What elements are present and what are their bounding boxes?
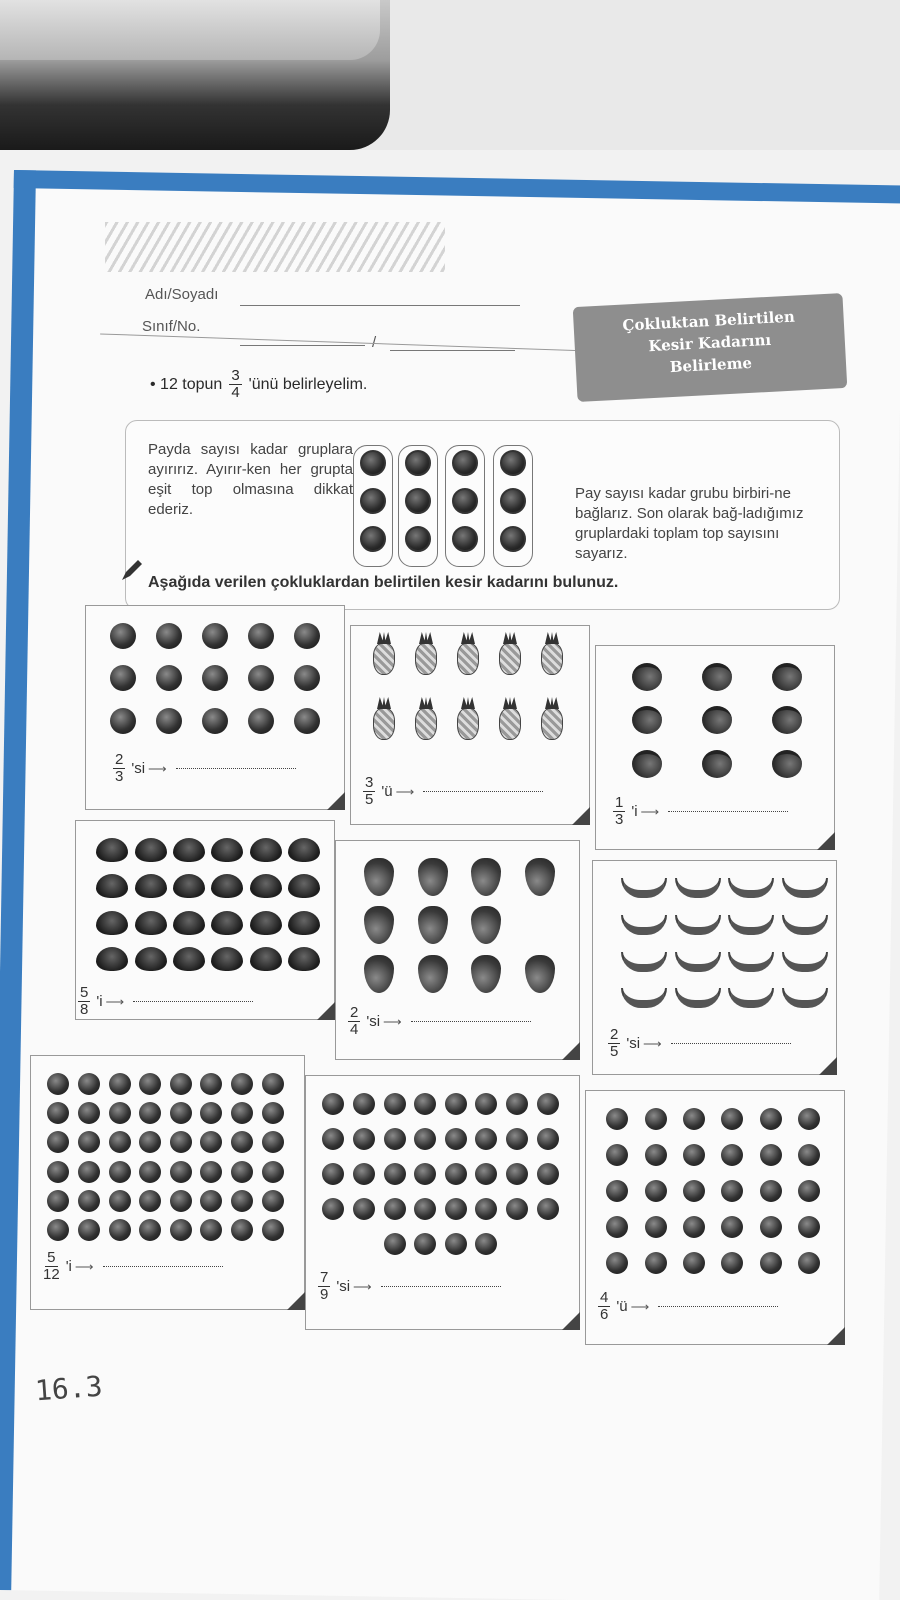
exercise-prompt (345, 1005, 531, 1038)
apricot-icon (798, 1180, 820, 1202)
apricot-icon (721, 1180, 743, 1202)
strawberry-icon (96, 947, 128, 971)
apricot-icon (798, 1108, 820, 1130)
exercise-prompt (110, 752, 296, 785)
apricot-icon (645, 1144, 667, 1166)
laptop-corner (0, 0, 390, 150)
strawberry-icon (250, 947, 282, 971)
fraction-numerator: 5 (47, 1249, 56, 1266)
card-fold (317, 1002, 335, 1020)
strawberry-icon (250, 838, 282, 862)
cherry-icon (200, 1190, 222, 1212)
cherry-icon (231, 1073, 253, 1095)
cherry-icon (200, 1161, 222, 1183)
intro-suffix: 'ünü belirleyelim. (248, 375, 368, 393)
plum-icon (384, 1093, 406, 1115)
plum-icon (353, 1128, 375, 1150)
fraction-denominator: 12 (43, 1266, 60, 1283)
apricot-icon (721, 1216, 743, 1238)
intro-fraction (229, 368, 241, 401)
pineapple-icon (415, 643, 437, 675)
title-line-3: Belirleme (669, 353, 753, 377)
apricot-icon (606, 1144, 628, 1166)
exercise-fraction (113, 752, 125, 785)
answer-blank[interactable] (381, 1286, 501, 1287)
strawberry-icon (211, 838, 243, 862)
apricot-icon (721, 1252, 743, 1274)
arrow-icon: ⟶ (353, 1278, 372, 1294)
apricot-icon (645, 1252, 667, 1274)
pineapple-icon (457, 643, 479, 675)
fraction-suffix: 'si (131, 760, 146, 777)
plum-icon (445, 1198, 467, 1220)
peach-icon (772, 663, 802, 691)
arrow-icon: ⟶ (105, 993, 125, 1009)
apple-icon (294, 708, 320, 734)
arrow-icon: ⟶ (643, 1035, 662, 1051)
ball-icon (360, 488, 386, 514)
plum-icon (445, 1163, 467, 1185)
plum-icon (537, 1128, 559, 1150)
apricot-icon (721, 1144, 743, 1166)
cherry-icon (170, 1102, 192, 1124)
exercise-prompt (315, 1270, 501, 1303)
apricot-icon (606, 1252, 628, 1274)
fraction-suffix: 'si (626, 1035, 641, 1052)
strawberry-icon (173, 874, 205, 898)
arrow-icon: ⟶ (640, 803, 660, 819)
fraction-numerator: 3 (365, 774, 374, 791)
strawberry-icon (250, 874, 282, 898)
cherry-icon (262, 1161, 284, 1183)
cherry-icon (47, 1219, 69, 1241)
apricot-icon (683, 1180, 705, 1202)
cherry-icon (262, 1190, 284, 1212)
ball-icon (452, 450, 478, 476)
cherry-icon (78, 1073, 100, 1095)
decorative-stripes (105, 222, 445, 272)
apricot-icon (760, 1108, 782, 1130)
ball-icon (500, 526, 526, 552)
pineapple-icon (373, 708, 395, 740)
strawberry-icon (288, 911, 320, 935)
card-fold (287, 1292, 305, 1310)
fraction-suffix: 'i (65, 1258, 72, 1275)
plum-icon (445, 1093, 467, 1115)
apricot-icon (645, 1180, 667, 1202)
apple-icon (248, 708, 274, 734)
cherry-icon (231, 1219, 253, 1241)
fraction-numerator: 2 (350, 1004, 359, 1021)
card-fold (827, 1327, 845, 1345)
title-line-2: Kesir Kadarını (648, 330, 772, 356)
plum-icon (445, 1128, 467, 1150)
plum-icon (537, 1198, 559, 1220)
handwritten-page-number: 16.3 (33, 1369, 104, 1408)
pineapple-icon (499, 643, 521, 675)
apricot-icon (721, 1108, 743, 1130)
intro-prefix: • 12 topun (150, 375, 223, 393)
fraction-numerator: 7 (320, 1269, 329, 1286)
title-line-1: Çokluktan Belirtilen (622, 307, 796, 335)
ball-icon (405, 450, 431, 476)
exercise-fraction (78, 985, 90, 1018)
ball-icon (452, 526, 478, 552)
arrow-icon: ⟶ (148, 760, 167, 776)
arrow-icon: ⟶ (395, 783, 415, 799)
cherry-icon (109, 1131, 131, 1153)
strawberry-icon (135, 911, 167, 935)
fraction-numerator: 4 (600, 1289, 609, 1306)
exercise-fraction (363, 775, 375, 808)
apricot-icon (683, 1144, 705, 1166)
plum-icon (384, 1163, 406, 1185)
pineapple-icon (415, 708, 437, 740)
apple-icon (156, 708, 182, 734)
name-label: Adı/Soyadı (145, 286, 219, 303)
card-fold (817, 832, 835, 850)
strawberry-icon (96, 874, 128, 898)
strawberry-icon (288, 874, 320, 898)
apricot-icon (683, 1216, 705, 1238)
strawberry-icon (135, 947, 167, 971)
peach-icon (702, 750, 732, 778)
fraction-denominator: 5 (365, 791, 374, 808)
exercise-fraction (608, 1027, 620, 1060)
fraction-denominator: 5 (610, 1043, 619, 1060)
pineapple-icon (457, 708, 479, 740)
pineapple-icon (541, 708, 563, 740)
cherry-icon (109, 1161, 131, 1183)
cherry-icon (231, 1190, 253, 1212)
card-fold (327, 792, 345, 810)
cherry-icon (170, 1161, 192, 1183)
class-slash: / (372, 334, 377, 351)
peach-icon (632, 663, 662, 691)
apricot-icon (760, 1180, 782, 1202)
ball-icon (500, 450, 526, 476)
pineapple-icon (499, 708, 521, 740)
fraction-denominator: 4 (231, 384, 240, 401)
fraction-denominator: 8 (80, 1001, 89, 1018)
fraction-denominator: 4 (350, 1021, 359, 1038)
plum-icon (506, 1093, 528, 1115)
pencil-icon (118, 558, 144, 584)
ball-icon (452, 488, 478, 514)
cherry-icon (170, 1073, 192, 1095)
apple-icon (248, 623, 274, 649)
apricot-icon (683, 1108, 705, 1130)
ball-icon (500, 488, 526, 514)
exercise-prompt (75, 985, 253, 1018)
peach-icon (772, 750, 802, 778)
exercise-prompt (360, 775, 543, 808)
apricot-icon (760, 1144, 782, 1166)
apricot-icon (798, 1216, 820, 1238)
laptop-shine (0, 0, 380, 60)
apricot-icon (645, 1108, 667, 1130)
apple-icon (202, 623, 228, 649)
strawberry-icon (96, 838, 128, 862)
cherry-icon (109, 1073, 131, 1095)
plum-icon (353, 1198, 375, 1220)
apricot-icon (606, 1108, 628, 1130)
plum-icon (353, 1163, 375, 1185)
cherry-icon (78, 1102, 100, 1124)
ball-icon (405, 488, 431, 514)
plum-icon (384, 1233, 406, 1255)
worksheet-title (573, 293, 848, 402)
cherry-icon (262, 1102, 284, 1124)
apricot-icon (606, 1180, 628, 1202)
class-line[interactable] (240, 345, 365, 346)
card-fold (819, 1057, 837, 1075)
strawberry-icon (250, 911, 282, 935)
peach-icon (632, 750, 662, 778)
explanation-left: Payda sayısı kadar gruplara ayırırız. Ayırır-ken her grupta eşit top olmasına dikkat ederiz. (148, 441, 353, 518)
card-fold (562, 1312, 580, 1330)
explanation-right: Pay sayısı kadar grubu birbiri-ne bağlarız. Son olarak bağ-ladığımız gruplardaki toplam top sayısını sayarız. (575, 485, 804, 562)
cherry-icon (139, 1219, 161, 1241)
apple-icon (202, 708, 228, 734)
fraction-denominator: 3 (115, 768, 124, 785)
fraction-suffix: 'ü (381, 783, 393, 800)
exercise-prompt (40, 1250, 223, 1283)
apple-icon (294, 623, 320, 649)
fraction-denominator: 3 (615, 811, 624, 828)
instruction-text: Aşağıda verilen çokluklardan belirtilen kesir kadarını bulunuz. (148, 574, 619, 591)
fraction-suffix: 'i (96, 993, 103, 1010)
plum-icon (445, 1233, 467, 1255)
cherry-icon (231, 1161, 253, 1183)
exercise-fraction (613, 795, 625, 828)
exercise-prompt (610, 795, 788, 828)
peach-icon (702, 663, 732, 691)
apricot-icon (760, 1252, 782, 1274)
cherry-icon (109, 1219, 131, 1241)
fraction-numerator: 2 (610, 1026, 619, 1043)
card-fold (562, 1042, 580, 1060)
arrow-icon: ⟶ (74, 1258, 94, 1274)
fraction-suffix: 'si (336, 1278, 351, 1295)
cherry-icon (139, 1161, 161, 1183)
answer-blank[interactable] (411, 1021, 531, 1022)
fraction-numerator: 2 (115, 751, 124, 768)
cherry-icon (109, 1190, 131, 1212)
plum-icon (506, 1163, 528, 1185)
strawberry-icon (135, 838, 167, 862)
name-line[interactable] (240, 305, 520, 306)
plum-icon (353, 1093, 375, 1115)
cherry-icon (109, 1102, 131, 1124)
cherry-icon (262, 1073, 284, 1095)
plum-icon (384, 1128, 406, 1150)
apricot-icon (606, 1216, 628, 1238)
plum-icon (384, 1198, 406, 1220)
ball-icon (360, 526, 386, 552)
strawberry-icon (288, 838, 320, 862)
exercise-fraction (348, 1005, 360, 1038)
strawberry-icon (173, 947, 205, 971)
exercise-prompt (605, 1027, 791, 1060)
pineapple-icon (373, 643, 395, 675)
apricot-icon (798, 1144, 820, 1166)
ball-icon (405, 526, 431, 552)
class-label: Sınıf/No. (142, 318, 201, 335)
cherry-icon (47, 1161, 69, 1183)
answer-blank[interactable] (423, 791, 543, 792)
apricot-icon (798, 1252, 820, 1274)
apple-icon (110, 623, 136, 649)
fraction-denominator: 6 (600, 1306, 609, 1323)
fraction-suffix: 'si (366, 1013, 381, 1030)
fraction-numerator: 5 (80, 984, 89, 1001)
answer-blank[interactable] (133, 1001, 253, 1002)
strawberry-icon (288, 947, 320, 971)
exercise-fraction (318, 1270, 330, 1303)
cherry-icon (78, 1161, 100, 1183)
apple-icon (110, 708, 136, 734)
number-line[interactable] (390, 350, 515, 351)
plum-icon (506, 1198, 528, 1220)
exercise-fraction (43, 1250, 60, 1283)
cherry-icon (47, 1190, 69, 1212)
cherry-icon (139, 1190, 161, 1212)
fraction-numerator: 3 (231, 367, 240, 384)
fraction-suffix: 'i (631, 803, 638, 820)
apricot-icon (645, 1216, 667, 1238)
answer-blank[interactable] (671, 1043, 791, 1044)
card-fold (572, 807, 590, 825)
strawberry-icon (135, 874, 167, 898)
cherry-icon (262, 1131, 284, 1153)
cherry-icon (78, 1190, 100, 1212)
answer-blank[interactable] (658, 1306, 778, 1307)
apricot-icon (760, 1216, 782, 1238)
apple-icon (156, 623, 182, 649)
strawberry-icon (173, 911, 205, 935)
fraction-numerator: 1 (615, 794, 624, 811)
answer-blank[interactable] (176, 768, 296, 769)
fraction-denominator: 9 (320, 1286, 329, 1303)
plum-icon (506, 1128, 528, 1150)
exercise-fraction (598, 1290, 610, 1323)
cherry-icon (78, 1219, 100, 1241)
answer-blank[interactable] (103, 1266, 223, 1267)
pineapple-icon (541, 643, 563, 675)
arrow-icon: ⟶ (630, 1298, 650, 1314)
cherry-icon (170, 1131, 192, 1153)
plum-icon (537, 1163, 559, 1185)
intro-line (150, 368, 367, 401)
answer-blank[interactable] (668, 811, 788, 812)
cherry-icon (170, 1219, 192, 1241)
cherry-icon (262, 1219, 284, 1241)
arrow-icon: ⟶ (383, 1013, 402, 1029)
fraction-suffix: 'ü (616, 1298, 628, 1315)
strawberry-icon (211, 874, 243, 898)
strawberry-icon (211, 947, 243, 971)
cherry-icon (170, 1190, 192, 1212)
strawberry-icon (173, 838, 205, 862)
plum-icon (537, 1093, 559, 1115)
apricot-icon (683, 1252, 705, 1274)
ball-icon (360, 450, 386, 476)
exercise-prompt (595, 1290, 778, 1323)
